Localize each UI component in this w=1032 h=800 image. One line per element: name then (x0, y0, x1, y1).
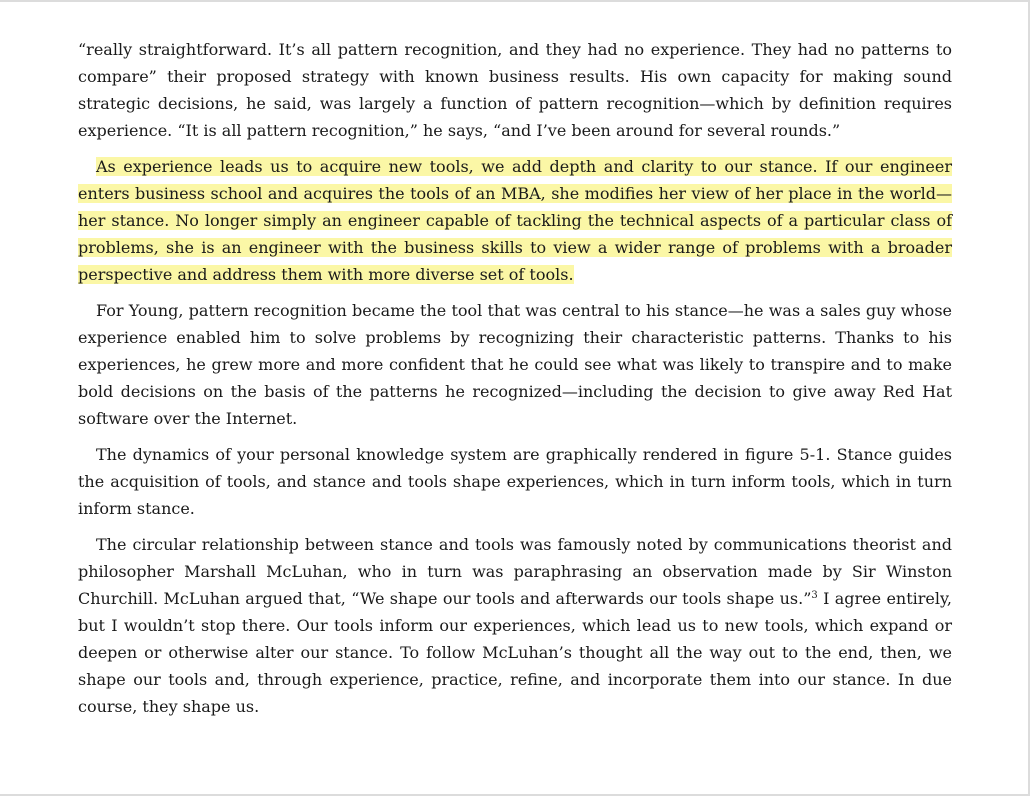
text-highlight[interactable]: As experience leads us to acquire new tools, we add depth and clarity to our stance. If our engineer enters business school and acquires the tools of an MBA, she modifies her view of her place in the world—her stance. No longer simply an engineer capable of tackling the technical aspects of a particular class of problems, she is an engineer with the business skills to view a wider range of problems with a broader perspective and address them with more diverse set of tools. (78, 157, 952, 284)
paragraph-5-text-a: The circular relationship between stance and tools was famously noted by communications theorist and philosopher Marshall McLuhan, who in turn was paraphrasing an observation made by Sir Winston Churchill. McLuhan argued that, “We shape our tools and afterwards our tools shape us.” (78, 535, 952, 608)
paragraph-4: The dynamics of your personal knowledge system are graphically rendered in figure 5-1. Stance guides the acquisition of tools, and stance and tools shape experiences, which in turn inform tools, which in turn inform stance. (78, 445, 952, 518)
paragraph-1: “really straightforward. It’s all pattern recognition, and they had no experience. They had no patterns to compare” their proposed strategy with known business results. His own capacity for making sound strategic decisions, he said, was largely a function of pattern recognition—which by definition requires experience. “It is all pattern recognition,” he says, “and I’ve been around for several rounds.” (78, 40, 952, 140)
footnote-marker[interactable]: 3 (811, 590, 818, 601)
paragraph-5 (78, 531, 952, 720)
paragraph-5-text-b: I agree entirely, but I wouldn’t stop there. Our tools inform our experiences, which lead us to new tools, which expand or deepen or otherwise alter our stance. To follow McLuhan’s thought all the way out to the end, then, we shape our tools and, through experience, practice, refine, and incorporate them into our stance. In due course, they shape us. (78, 589, 953, 716)
paragraph-2-highlighted (78, 153, 952, 288)
text-body (78, 36, 952, 729)
paragraph-3: For Young, pattern recognition became the tool that was central to his stance—he was a sales guy whose experience enabled him to solve problems by recognizing their characteristic patterns. Thanks to his experiences, he grew more and more confident that he could see what was likely to transpire and to make bold decisions on the basis of the patterns he recognized—including the decision to give away Red Hat software over the Internet. (78, 301, 952, 428)
